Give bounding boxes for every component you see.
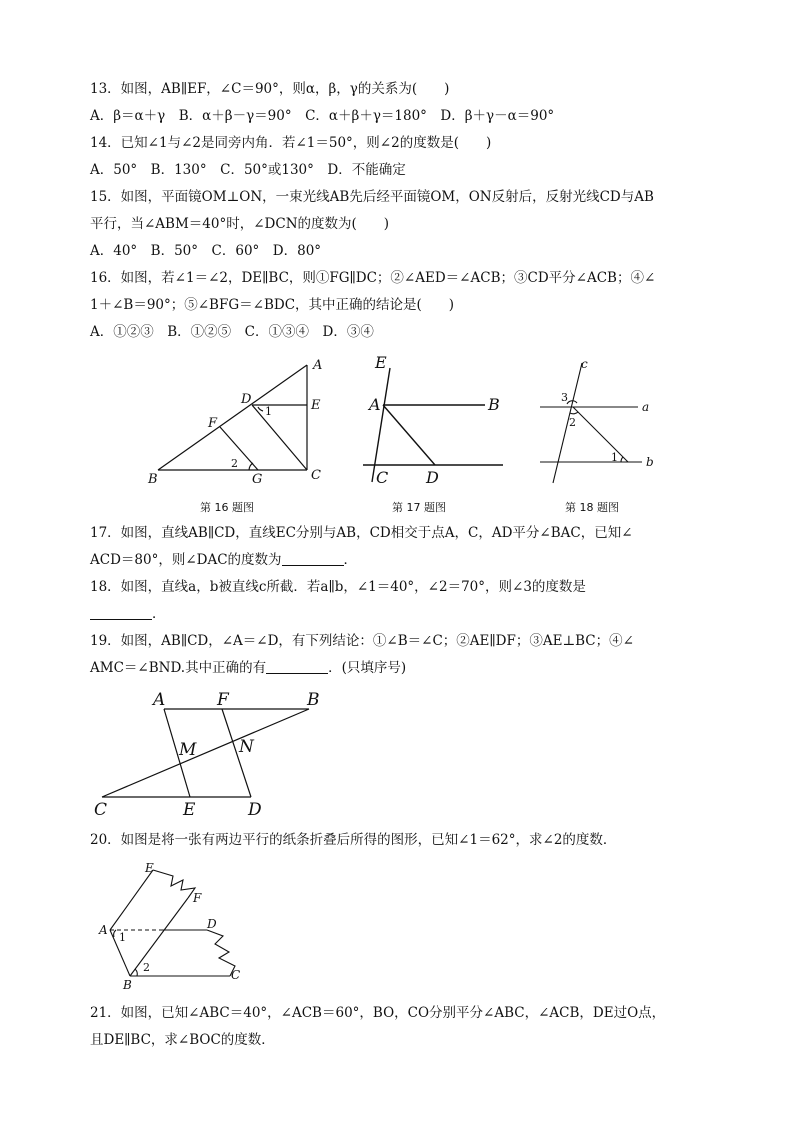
fig19-label-F: F — [217, 690, 229, 710]
fig18-label-3: 3 — [561, 391, 568, 404]
fig18-label-2: 2 — [569, 416, 576, 429]
fig20-line-EA — [110, 870, 153, 930]
figure-16 — [140, 355, 340, 490]
fig16-label-C: C — [311, 468, 321, 483]
figure-17 — [360, 350, 510, 490]
fig20-line-BF — [130, 898, 188, 976]
q15-stem-line1: 15．如图，平面镜OM⊥ON，一束光线AB先后经平面镜OM，ON反射后，反射光线CD与AB — [90, 189, 654, 205]
fig16-label-2: 2 — [231, 457, 238, 470]
fig19-label-A: A — [153, 690, 166, 710]
q20-stem: 20．如图是将一张有两边平行的纸条折叠后所得的图形，已知∠1＝62°，求∠2的度数． — [90, 832, 617, 848]
q13-options: A．β＝α＋γ B．α＋β－γ＝90° C．α＋β＋γ＝180° D．β＋γ－α＝90° — [90, 108, 555, 124]
fig20-label-B: B — [123, 978, 132, 992]
fig19-label-C: C — [94, 800, 108, 820]
fig16-caption: 第 16 题图 — [200, 501, 254, 514]
fig20-label-E: E — [145, 861, 154, 875]
fig20-label-D: D — [207, 917, 217, 931]
fig16-angle1-arc — [258, 407, 263, 411]
fig19-label-E: E — [183, 800, 196, 820]
fig19-label-B: B — [307, 690, 320, 710]
fig16-label-A: A — [313, 358, 323, 373]
q19-stem-post: ．(只填序号) — [328, 660, 407, 676]
q19-stem-line1: 19．如图，AB∥CD，∠A＝∠D，有下列结论：①∠B＝∠C；②AE∥DF；③AE⊥BC；④∠ — [90, 633, 634, 649]
fig16-label-1: 1 — [265, 405, 272, 418]
q16-stem-line2: 1＋∠B＝90°；⑤∠BFG＝∠BDC，其中正确的结论是( ) — [90, 297, 455, 313]
q18-stem-line2 — [90, 605, 730, 623]
q13-stem: 13．如图，AB∥EF，∠C＝90°，则α，β，γ的关系为( ) — [90, 81, 450, 97]
fig17-label-E: E — [375, 353, 387, 372]
fig17-label-B: B — [488, 395, 500, 414]
fig16-label-F: F — [208, 416, 218, 431]
q18-answer-blank[interactable] — [90, 605, 152, 620]
q16-stem-line1: 16．如图，若∠1＝∠2，DE∥BC，则①FG∥DC；②∠AED＝∠ACB；③CD平分∠ACB；④∠ — [90, 270, 656, 286]
fig20-label-C: C — [231, 968, 241, 982]
fig20-angle2-arc — [135, 969, 137, 976]
fig17-caption: 第 17 题图 — [392, 501, 446, 514]
fig16-label-D: D — [241, 392, 252, 407]
q17-stem-post: ． — [343, 552, 358, 568]
fig18-label-a: a — [642, 400, 650, 414]
fig18-caption: 第 18 题图 — [565, 501, 619, 514]
q18-stem-line1: 18．如图，直线a，b被直线c所截．若a∥b，∠1＝40°，∠2＝70°，则∠3的度数是 — [90, 579, 586, 595]
figure-19 — [88, 685, 338, 820]
q15-options: A．40° B．50° C．60° D．80° — [90, 243, 322, 259]
fig19-line-BC — [102, 709, 309, 797]
fig16-line-BA — [158, 365, 307, 470]
fig19-label-D: D — [248, 800, 262, 820]
fig17-label-C: C — [376, 468, 389, 487]
q16-options: A．①②③ B．①②⑤ C．①③④ D．③④ — [90, 324, 374, 340]
figure-20 — [95, 858, 260, 993]
figure-18 — [530, 355, 670, 485]
q21-stem-line1: 21．如图，已知∠ABC＝40°，∠ACB＝60°，BO，CO分别平分∠ABC，∠ACB，DE过O点， — [90, 1005, 666, 1021]
q15-stem-line2: 平行，当∠ABM＝40°时，∠DCN的度数为( ) — [90, 216, 390, 232]
fig18-angle1-arc — [621, 457, 623, 462]
fig18-label-1: 1 — [611, 451, 618, 464]
q14-options: A．50° B．130° C．50°或130° D．不能确定 — [90, 162, 406, 178]
q18-stem-post: ． — [152, 606, 166, 622]
q17-stem-line1: 17．如图，直线AB∥CD，直线EC分别与AB，CD相交于点A，C，AD平分∠BAC，已知∠ — [90, 525, 633, 541]
q21-stem-line2: 且DE∥BC，求∠BOC的度数． — [90, 1032, 275, 1048]
q19-stem-line2 — [90, 659, 730, 677]
q14-stem: 14．已知∠1与∠2是同旁内角．若∠1＝50°，则∠2的度数是( ) — [90, 135, 492, 151]
fig19-label-M: M — [179, 740, 197, 760]
fig16-label-G: G — [252, 472, 263, 487]
q17-stem-line2 — [90, 551, 730, 569]
fig18-line-transversal — [573, 407, 628, 462]
fig17-label-A: A — [369, 395, 381, 414]
fig20-angle1-arc — [114, 930, 116, 937]
fig19-label-N: N — [239, 737, 254, 757]
fig16-line-DC — [252, 405, 307, 470]
fig16-angle2-arc — [249, 463, 253, 470]
fig18-angle2-arc — [570, 412, 578, 414]
q19-stem-pre: AMC＝∠BND.其中正确的有 — [90, 660, 267, 676]
fig20-label-F: F — [193, 891, 202, 905]
q19-answer-blank[interactable] — [266, 659, 328, 674]
q17-answer-blank[interactable] — [282, 551, 344, 566]
fig20-label-2: 2 — [143, 961, 150, 974]
fig20-label-1: 1 — [119, 931, 126, 944]
fig20-label-A: A — [99, 923, 108, 937]
fig16-label-E: E — [311, 398, 321, 413]
fig18-label-c: c — [581, 357, 588, 371]
q17-stem-pre: ACD＝80°，则∠DAC的度数为 — [90, 552, 282, 568]
fig18-label-b: b — [646, 455, 654, 469]
fig17-line-AD — [383, 405, 435, 465]
fig20-torn-edge-top — [153, 870, 195, 898]
fig16-label-B: B — [148, 472, 158, 487]
fig17-label-D: D — [426, 468, 439, 487]
fig18-line-c — [553, 363, 582, 483]
